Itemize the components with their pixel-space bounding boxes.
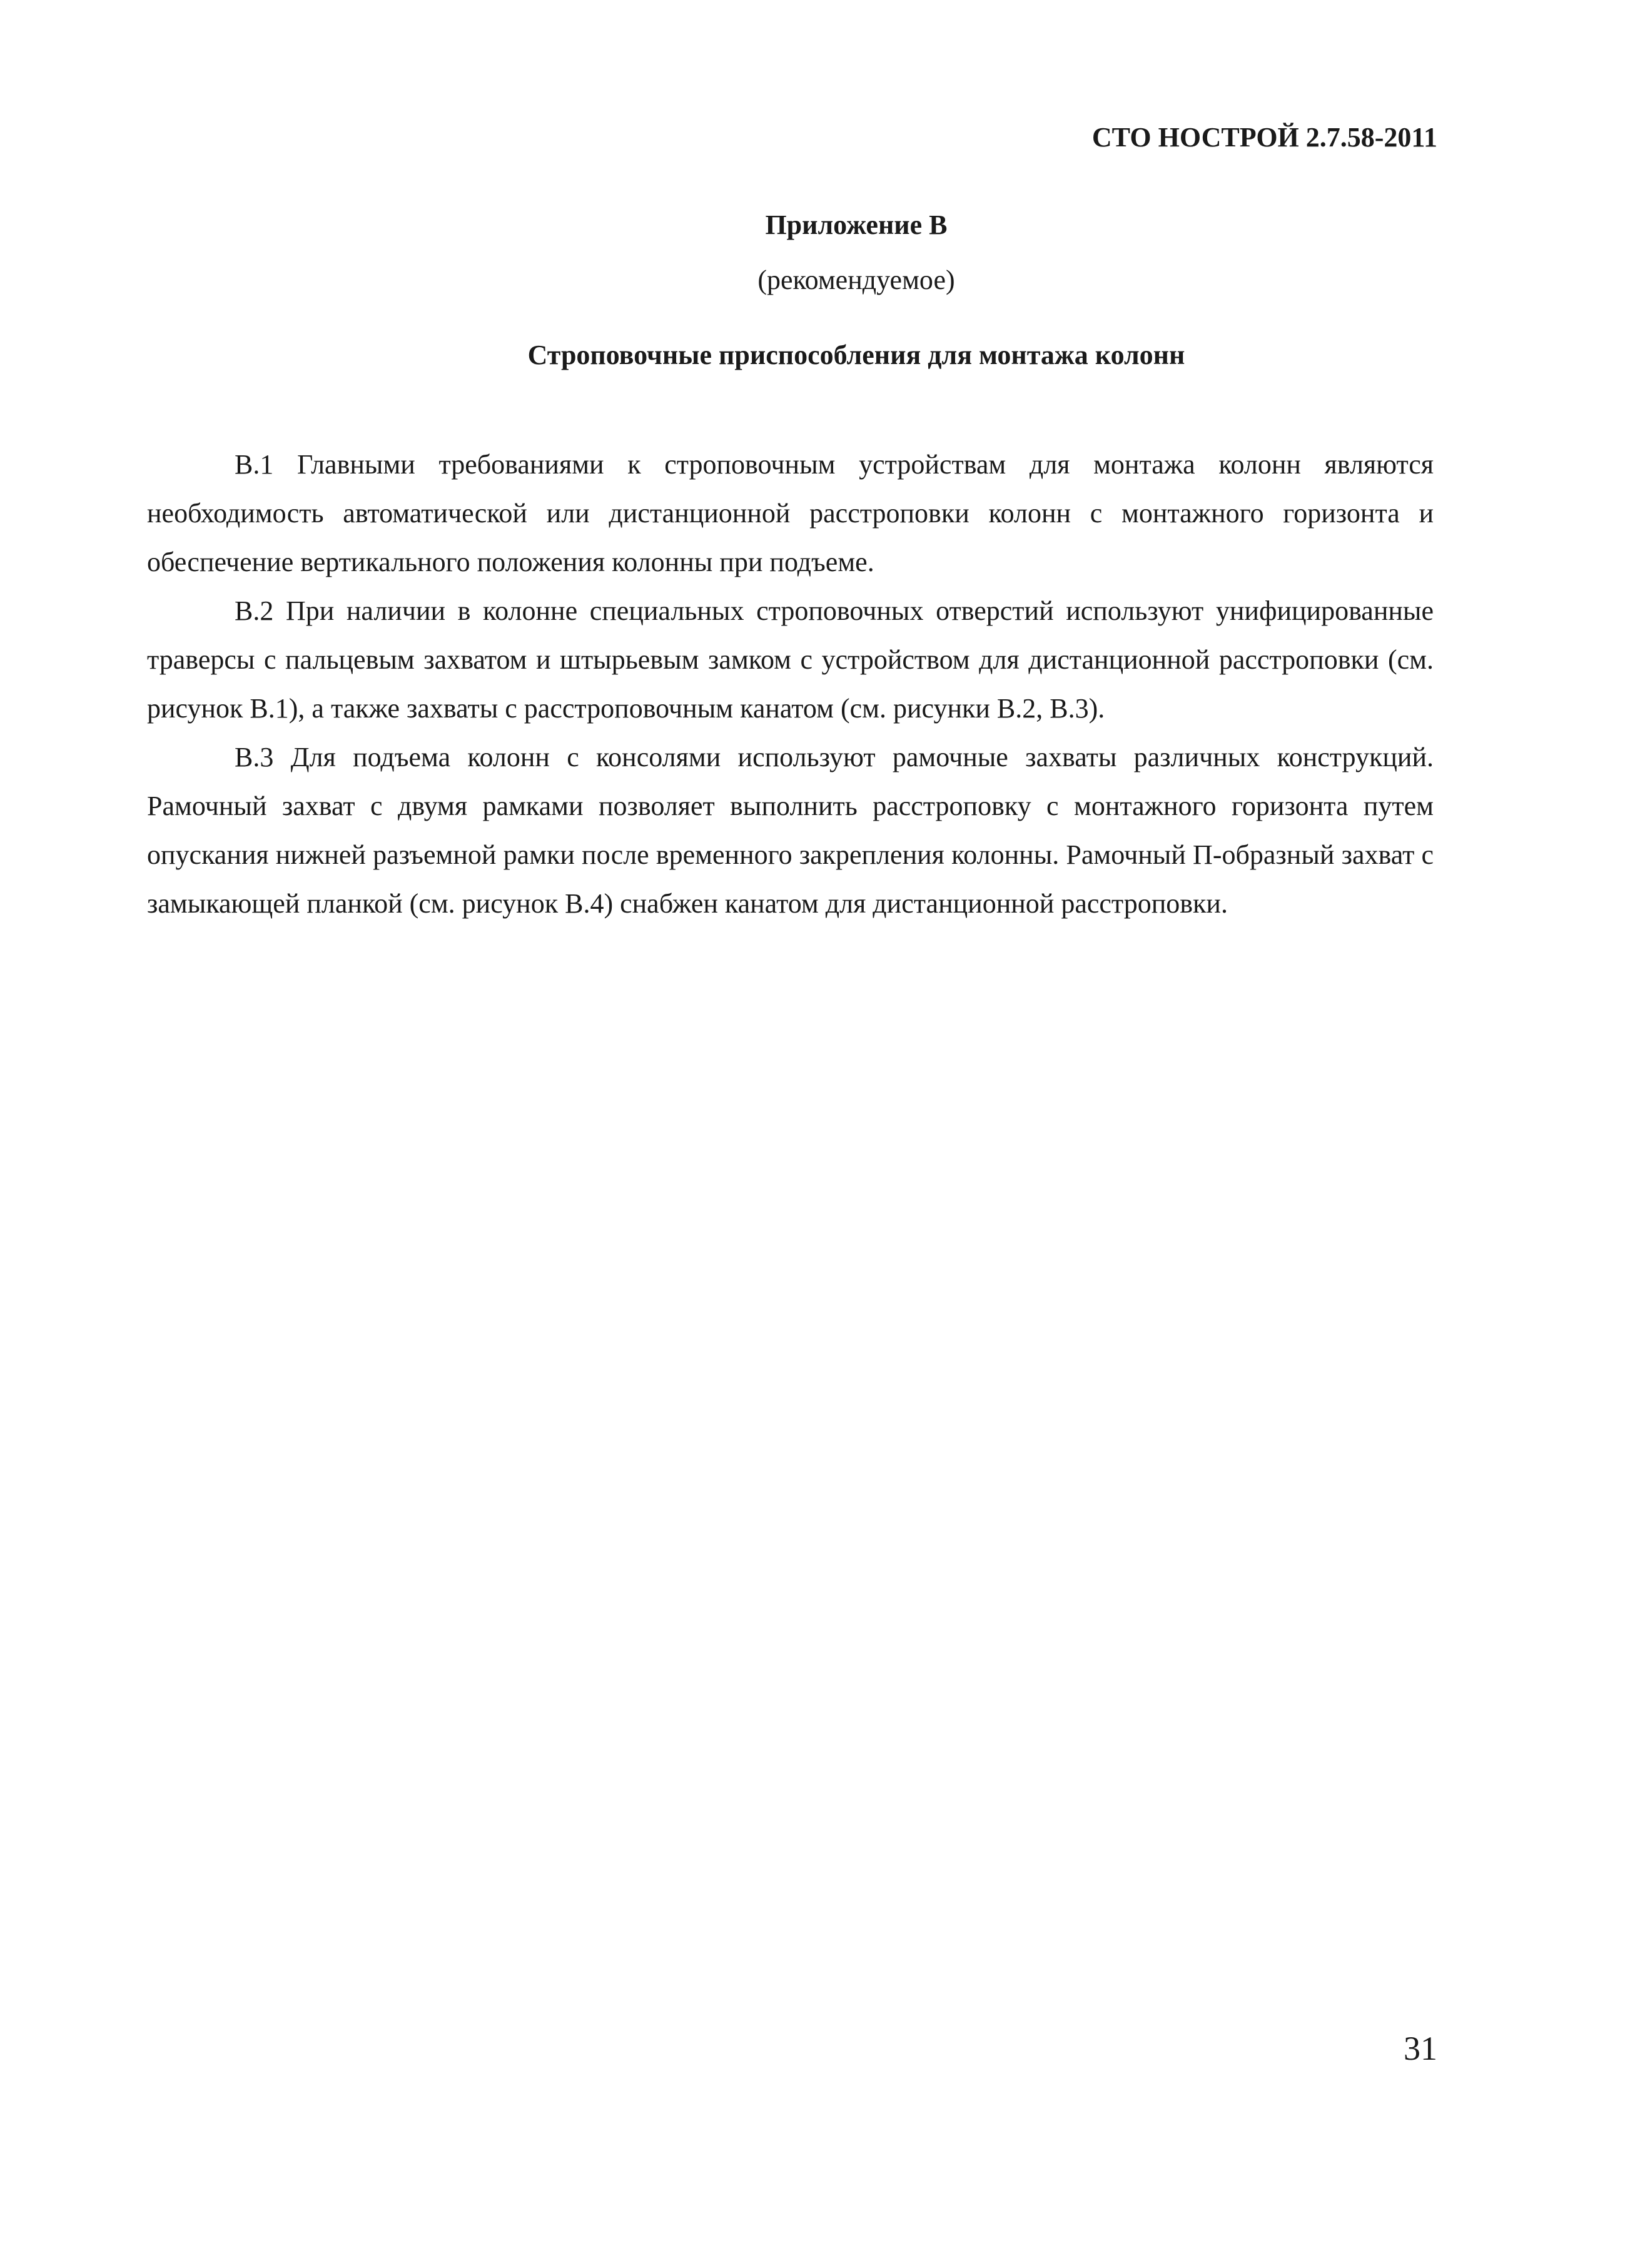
page-number: 31 xyxy=(1404,2030,1437,2067)
paragraph-b1: В.1 Главными требованиями к строповочным устройствам для монтажа колонн являются необходимость автоматической или дистанционной расстроповки колонн с монтажного горизонта и обеспечение вертикального положения колонны при подъеме. xyxy=(147,449,1434,577)
document-code: СТО НОСТРОЙ 2.7.58-2011 xyxy=(1091,122,1437,153)
body-text xyxy=(147,440,1434,928)
appendix-title: Приложение В xyxy=(765,210,948,240)
paragraph-b2: В.2 При наличии в колонне специальных строповочных отверстий используют унифицированные траверсы с пальцевым захватом и штырьевым замком с устройством для дистанционной расстроповки (см. рисунок В.1), а также захваты с расстроповочным канатом (см. рисунки В.2, В.3). xyxy=(147,595,1434,724)
appendix-status: (рекомендуемое) xyxy=(757,265,955,295)
paragraph-b3: В.3 Для подъема колонн с консолями используют рамочные захваты различных конструкций. Рамочный захват с двумя рамками позволяет выполнить расстроповку с монтажного горизонта путем опускания нижней разъемной рамки после временного закрепления колонны. Рамочный П-образный захват с замыкающей планкой (см. рисунок В.4) снабжен канатом для дистанционной расстроповки. xyxy=(147,742,1434,919)
section-title: Строповочные приспособления для монтажа колонн xyxy=(527,340,1185,370)
